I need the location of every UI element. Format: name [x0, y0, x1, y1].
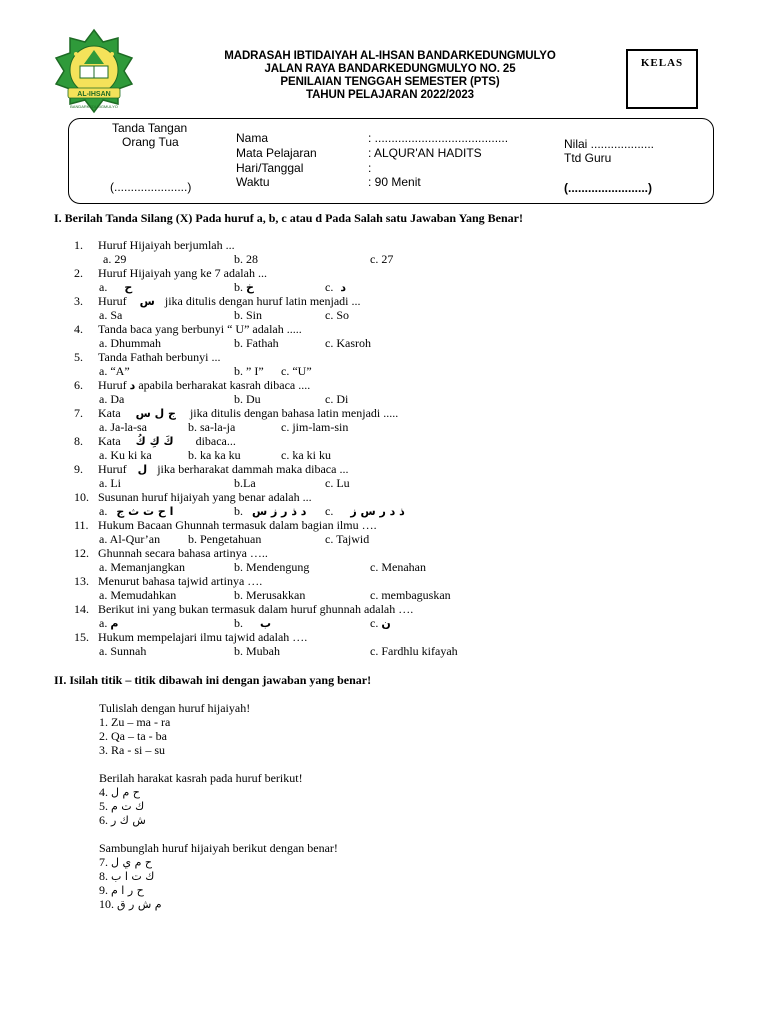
q6-option-b: b. Du [234, 392, 261, 406]
essay-1: 1. Zu – ma - ra [99, 715, 171, 729]
q13-option-a: a. Memudahkan [99, 588, 177, 602]
essay-6: 6. ش ك ر [99, 813, 146, 827]
q9-option-b: b.La [234, 476, 256, 490]
q1-option-c: c. 27 [370, 252, 394, 266]
q4-option-b: b. Fathah [234, 336, 279, 350]
question-1: 1. Huruf Hijaiyah berjumlah ... [74, 238, 235, 252]
question-10: 10. Susunan huruf hijaiyah yang benar adalah ... [74, 490, 312, 504]
q5-option-c: c. “U” [281, 364, 312, 378]
q6-option-c: c. Di [325, 392, 349, 406]
section2-title: II. Isilah titik – titik dibawah ini dengan jawaban yang benar! [54, 673, 372, 687]
school-address: JALAN RAYA BANDARKEDUNGMULYO NO. 25 [264, 63, 516, 75]
question-8: 8. Kata كَ كِ كُ dibaca... [74, 434, 236, 448]
question-2: 2. Huruf Hijaiyah yang ke 7 adalah ... [74, 266, 267, 280]
q13-option-c: c. membaguskan [370, 588, 451, 602]
q10-option-b: b. د ذ ر ز س [234, 504, 307, 518]
q6-option-a: a. Da [99, 392, 125, 406]
label-hari-tanggal: Hari/Tanggal [236, 161, 304, 175]
exam-title: PENILAIAN TENGGAH SEMESTER (PTS) [280, 76, 500, 88]
q15-option-b: b. Mubah [234, 644, 280, 658]
q8-option-b: b. ka ka ku [188, 448, 241, 462]
value-hari-tanggal: : [368, 161, 372, 175]
essay-10: 10. م ش ر ق [99, 897, 162, 911]
group2-title: Berilah harakat kasrah pada huruf berikut! [99, 771, 303, 785]
label-nama: Nama [236, 131, 269, 145]
kelas-box [626, 49, 698, 109]
value-nama: : ........................................ [368, 131, 509, 145]
q3-option-b: b. Sin [234, 308, 263, 322]
essay-8: 8. ك ت ا ب [99, 869, 155, 883]
q13-option-b: b. Merusakkan [234, 588, 306, 602]
q12-option-c: c. Menahan [370, 560, 426, 574]
q10-option-c: c. ذ د ر س ز [325, 504, 405, 518]
q12-option-a: a. Memanjangkan [99, 560, 185, 574]
ttd-ortu-label-1: Tanda Tangan [112, 121, 188, 135]
question-7: 7. Kata ج ل س jika ditulis dengan bahasa latin menjadi ..... [74, 406, 399, 420]
ttd-guru-label: Ttd Guru [564, 151, 612, 165]
essay-3: 3. Ra - si – su [99, 743, 165, 757]
value-waktu: : 90 Menit [368, 175, 421, 189]
q11-option-a: a. Al-Qur’an [99, 532, 161, 546]
question-11: 11. Hukum Bacaan Ghunnah termasuk dalam bagian ilmu …. [74, 518, 377, 532]
q3-option-c: c. So [325, 308, 349, 322]
essay-4: 4. ح م ل [99, 785, 140, 799]
q9-option-a: a. Li [99, 476, 121, 490]
q7-option-b: b. sa-la-ja [188, 420, 236, 434]
q11-option-b: b. Pengetahuan [188, 532, 262, 546]
essay-5: 5. ك ت م [99, 799, 145, 813]
essay-7: 7. ح م ي ل [99, 855, 153, 869]
essay-2: 2. Qa – ta - ba [99, 729, 167, 743]
question-4: 4. Tanda baca yang berbunyi “ U” adalah ..... [74, 322, 302, 336]
q8-option-a: a. Ku ki ka [99, 448, 152, 462]
school-logo [48, 28, 140, 114]
question-14: 14. Berikut ini yang bukan termasuk dalam huruf ghunnah adalah …. [74, 602, 414, 616]
question-6: 6. Huruf د apabila berharakat kasrah dibaca .... [74, 378, 311, 392]
q10-option-a: a. ا ح ت ث ج [99, 504, 174, 518]
label-waktu: Waktu [236, 175, 270, 189]
q2-option-c: c. د [325, 280, 346, 294]
question-3: 3. Huruf س jika ditulis dengan huruf latin menjadi ... [74, 294, 361, 308]
svg-text:BANDARKEDUNGMULYO: BANDARKEDUNGMULYO [70, 104, 118, 109]
q5-option-a: a. “A” [99, 364, 130, 378]
question-12: 12. Ghunnah secara bahasa artinya ….. [74, 546, 268, 560]
q1-option-b: b. 28 [234, 252, 258, 266]
q15-option-c: c. Fardhlu kifayah [370, 644, 458, 658]
q9-option-c: c. Lu [325, 476, 350, 490]
group3-title: Sambunglah huruf hijaiyah berikut dengan benar! [99, 841, 338, 855]
question-5: 5. Tanda Fathah berbunyi ... [74, 350, 221, 364]
essay-9: 9. ح ر ا م [99, 883, 144, 897]
ttd-ortu-label-2: Orang Tua [122, 135, 179, 149]
school-name: MADRASAH IBTIDAIYAH AL-IHSAN BANDARKEDUNGMULYO [224, 50, 556, 62]
guru-signature: (........................) [564, 181, 653, 195]
svg-text:AL-IHSAN: AL-IHSAN [77, 91, 111, 98]
q14-option-b: b. ب [234, 616, 272, 630]
kelas-label: KELAS [640, 57, 684, 69]
q15-option-a: a. Sunnah [99, 644, 147, 658]
academic-year: TAHUN PELAJARAN 2022/2023 [306, 89, 474, 101]
q7-option-a: a. Ja-la-sa [99, 420, 147, 434]
q2-option-b: b. خ [234, 280, 254, 294]
value-mata-pelajaran: : ALQUR'AN HADITS [368, 146, 482, 160]
group1-title: Tulislah dengan huruf hijaiyah! [99, 701, 251, 715]
section1-title: I. Berilah Tanda Silang (X) Pada huruf a, b, c atau d Pada Salah satu Jawaban Yang Benar! [54, 211, 523, 225]
q7-option-c: c. jim-lam-sin [281, 420, 349, 434]
question-9: 9. Huruf ل jika berharakat dammah maka dibaca ... [74, 462, 349, 476]
ttd-ortu-signature: (......................) [110, 180, 192, 194]
q3-option-a: a. Sa [99, 308, 123, 322]
q14-option-a: a. م [99, 616, 119, 630]
q8-option-c: c. ka ki ku [281, 448, 331, 462]
q5-option-b: b. ” I” [234, 364, 264, 378]
q4-option-a: a. Dhummah [99, 336, 161, 350]
nilai-label: Nilai ................... [564, 137, 655, 151]
q12-option-b: b. Mendengung [234, 560, 310, 574]
q1-option-a: a. 29 [103, 252, 127, 266]
label-mata-pelajaran: Mata Pelajaran [236, 146, 317, 160]
q11-option-c: c. Tajwid [325, 532, 370, 546]
q14-option-c: c. ن [370, 616, 391, 630]
question-13: 13. Menurut bahasa tajwid artinya …. [74, 574, 263, 588]
q2-option-a: a. ح [99, 280, 133, 294]
q4-option-c: c. Kasroh [325, 336, 371, 350]
question-15: 15. Hukum mempelajari ilmu tajwid adalah …. [74, 630, 308, 644]
